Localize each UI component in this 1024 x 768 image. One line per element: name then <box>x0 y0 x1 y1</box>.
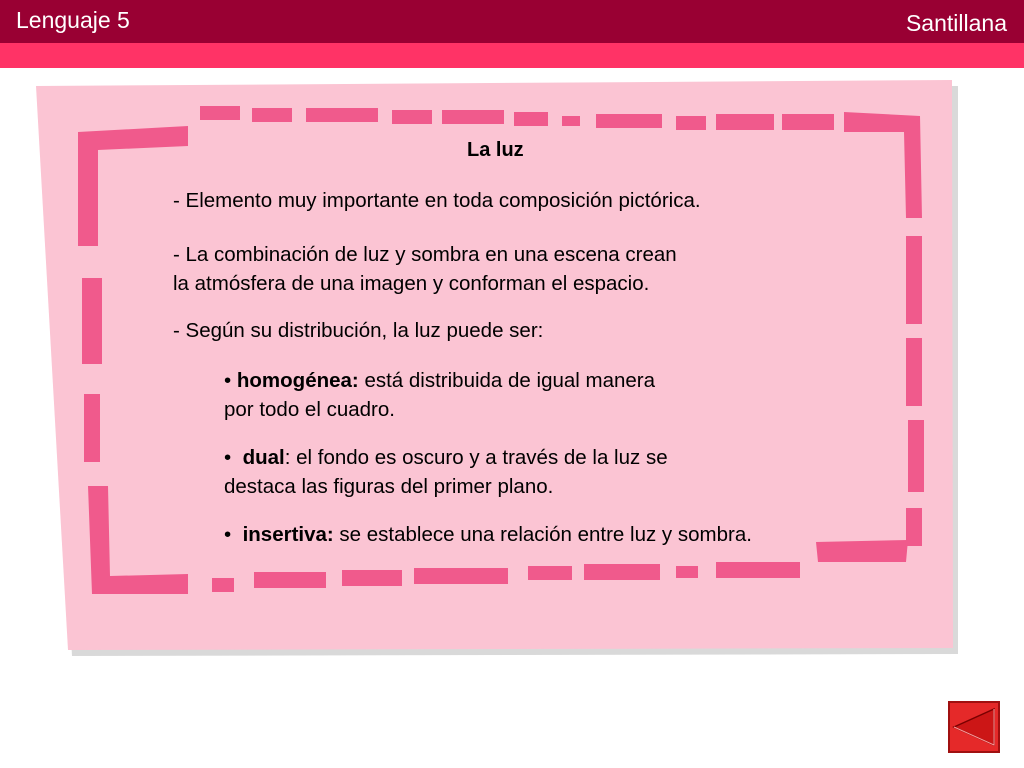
bullet-dual <box>224 443 668 501</box>
bullet-term: insertiva: <box>242 523 334 546</box>
point-distribution: - Según su distribución, la luz puede ser: <box>173 319 544 342</box>
bullet-marker: • <box>224 446 243 469</box>
bullet-continuation: por todo el cuadro. <box>224 398 395 421</box>
next-slide-button[interactable] <box>948 701 1000 753</box>
bullet-term: homogénea: <box>236 369 359 392</box>
bullet-continuation: destaca las figuras del primer plano. <box>224 475 554 498</box>
course-title: Lenguaje 5 <box>16 7 130 33</box>
bullet-line <box>224 366 655 395</box>
bullet-line <box>224 443 668 472</box>
bullet-text: está distribuida de igual manera <box>358 369 656 392</box>
bullet-marker: • <box>224 523 243 546</box>
card-background <box>36 80 953 650</box>
bullet-insertiva <box>224 520 752 549</box>
bullet-text: : el fondo es oscuro y a través de la luz se <box>284 446 668 469</box>
point-combination <box>173 240 677 298</box>
bullet-marker: • <box>224 369 237 392</box>
slide-heading: La luz <box>467 139 524 161</box>
point-combination-line2: la atmósfera de una imagen y conforman el espacio. <box>173 272 650 295</box>
bullet-term: dual <box>242 446 285 469</box>
bullet-homogenea <box>224 366 655 424</box>
point-combination-line1: - La combinación de luz y sombra en una escena crean <box>173 243 677 266</box>
bullet-line <box>224 520 752 549</box>
bullet-text: se establece una relación entre luz y sombra. <box>333 523 752 546</box>
publisher-name: Santillana <box>905 10 1007 36</box>
point-importance: - Elemento muy importante en toda composición pictórica. <box>173 189 701 212</box>
